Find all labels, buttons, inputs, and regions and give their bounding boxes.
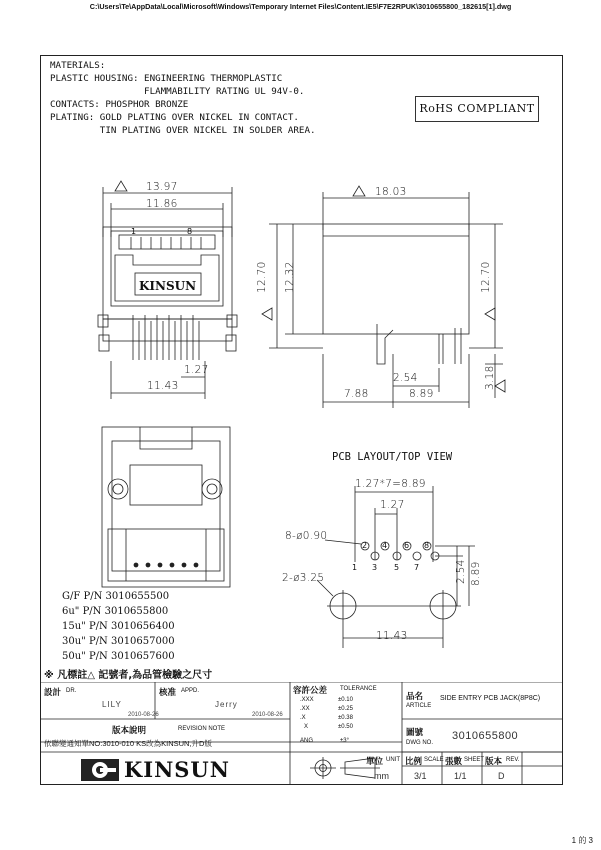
dim-height-b: 12.32 (284, 261, 296, 293)
dwg-label: 圖號 (406, 727, 424, 737)
dim-overall-width: 13.97 (146, 181, 178, 193)
window-title: C:\Users\Te\AppData\Local\Microsoft\Windows\Temporary Internet Files\Content.IE5\F7E2RPUK\3010655800_182615[1].dwg (89, 2, 512, 11)
dim-length: 18.03 (375, 186, 407, 198)
rev-label-en: REV. (506, 757, 520, 763)
tolerance-value: ±0.38 (338, 715, 353, 721)
approve-date: 2010-08-26 (252, 712, 283, 718)
dim-right: 8.89 (409, 388, 434, 400)
dim-left: 7.88 (344, 388, 369, 400)
dim-height-a: 12.70 (256, 261, 268, 293)
tolerance-key: .XX (300, 706, 310, 712)
dwg-label-en: DWG NO. (406, 740, 433, 746)
part-number-line: 30u" P/N 3010657000 (62, 636, 175, 647)
part-number-line: 6u" P/N 3010655800 (62, 606, 169, 617)
rev-label: 版本 (485, 756, 503, 766)
dim-hole-large: 2-ø3.25 (282, 572, 325, 584)
tolerance-value: ±3° (340, 738, 350, 744)
designer-name: LILY (102, 700, 122, 709)
sheet-label: 張數 (445, 756, 463, 766)
tolerance-value: ±0.50 (338, 724, 353, 730)
dim-offset: 2.54 (393, 372, 418, 384)
bottom-view-drawing (100, 425, 235, 590)
tolerance-label: 容許公差 (293, 685, 328, 695)
materials-heading: MATERIALS: (50, 60, 106, 71)
design-label: 設計 (44, 687, 62, 697)
pin-label-last: 8 (187, 227, 193, 236)
dim-pin-span: 11.43 (147, 380, 179, 392)
approver-name: Jerry (215, 700, 238, 709)
dim-hole-small: 8-ø0.90 (285, 530, 328, 542)
pin-label: 2 (362, 541, 368, 550)
brand-mark-front: KINSUN (139, 279, 197, 293)
dim-inner-width: 11.86 (146, 198, 178, 210)
tolerance-key: ANG (300, 738, 314, 744)
page-indicator: 1 的 3 (571, 836, 593, 845)
materials-line: FLAMMABILITY RATING UL 94V-0. (50, 86, 305, 97)
pcb-layout-title: PCB LAYOUT/TOP VIEW (332, 451, 453, 463)
article-label: 品名 (406, 691, 424, 701)
materials-line: TIN PLATING OVER NICKEL IN SOLDER AREA. (50, 125, 316, 136)
dim-tail: 3.18 (484, 365, 496, 390)
pin-label: 5 (394, 563, 400, 572)
dwg-number: 3010655800 (452, 730, 519, 742)
dim-depth: 8.89 (470, 561, 482, 586)
tolerance-value: ±0.25 (338, 706, 353, 712)
unit-label: 單位 (366, 756, 384, 766)
tolerance-value: ±0.10 (338, 697, 353, 703)
scale-label-en: SCALE (424, 757, 444, 763)
inspection-note: ※ 凡標註△ 記號者,為品管檢驗之尺寸 (44, 670, 213, 681)
scale-label: 比例 (405, 756, 423, 766)
article-label-en: ARTICLE (406, 703, 432, 709)
dim-row-gap: 2.54 (455, 559, 467, 584)
approve-label: 核准 (159, 687, 177, 697)
pin-label: 1 (352, 563, 358, 572)
design-label-en: DR. (66, 688, 77, 694)
kinsun-logo-icon (80, 758, 120, 782)
dim-pitch: 1.27 (184, 364, 209, 376)
pin-label-first: 1 (131, 227, 137, 236)
materials-line: CONTACTS: PHOSPHOR BRONZE (50, 99, 189, 110)
dim-span: 11.43 (376, 630, 408, 642)
sheet-label-en: SHEET (464, 757, 485, 763)
pin-label: 8 (424, 541, 430, 550)
sheet-value: 1/1 (454, 771, 467, 781)
kinsun-logo-text: KINSUN (124, 757, 230, 782)
dim-total-pitch: 1.27*7=8.89 (355, 478, 426, 490)
unit-value: mm (374, 771, 389, 781)
design-date: 2010-08-26 (128, 712, 159, 718)
tolerance-key: .X (300, 715, 306, 721)
scale-value: 3/1 (414, 771, 427, 781)
part-number-line: 50u" P/N 3010657600 (62, 651, 175, 662)
pin-label: 6 (404, 541, 410, 550)
materials-line: PLASTIC HOUSING: ENGINEERING THERMOPLASTIC (50, 73, 283, 84)
tolerance-key: X (304, 724, 309, 730)
tolerance-label-en: TOLERANCE (340, 686, 377, 692)
revision-note: 依聯變通知單NO:3010-010 KS改為KINSUN,升D版 (44, 739, 212, 748)
pin-label: 7 (414, 563, 420, 572)
rohs-badge: RoHS COMPLIANT (415, 96, 539, 122)
materials-line: PLATING: GOLD PLATING OVER NICKEL IN CONTACT. (50, 112, 299, 123)
pin-label: 4 (382, 541, 388, 550)
part-number-line: 15u" P/N 3010656400 (62, 621, 175, 632)
dim-height-right: 12.70 (480, 261, 492, 293)
part-number-line: G/F P/N 3010655500 (62, 591, 170, 602)
article-value: SIDE ENTRY PCB JACK(8P8C) (440, 695, 541, 702)
tolerance-key: .XXX (300, 697, 314, 703)
rev-value: D (498, 771, 505, 781)
unit-label-en: UNIT (386, 757, 400, 763)
pin-label: 3 (372, 563, 378, 572)
approve-label-en: APPD. (181, 688, 200, 694)
dim-pcb-pitch: 1.27 (380, 499, 405, 511)
revision-label-en: REVISION NOTE (178, 726, 226, 732)
revision-label: 版本說明 (112, 725, 147, 735)
